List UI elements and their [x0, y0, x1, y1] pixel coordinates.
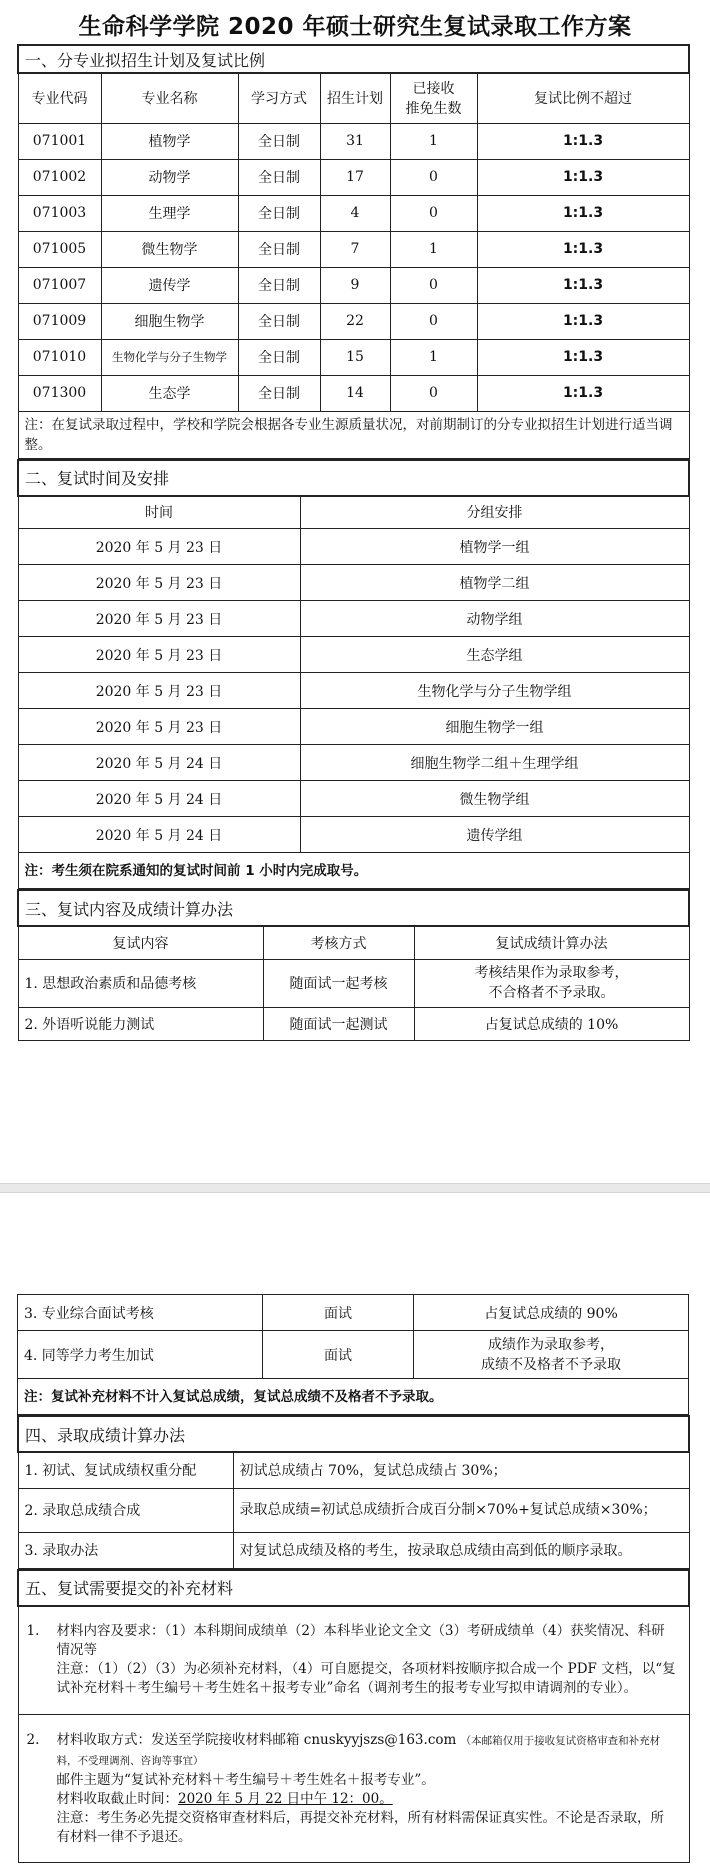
item-number: 2. [26, 1731, 40, 1748]
cell-text: 初试总成绩占 70%，复试总成绩占 30%； [233, 1452, 689, 1488]
cell-content: 3. 专业综合面试考核 [18, 1295, 263, 1331]
table-row [18, 303, 689, 339]
page-title: 生命科学学院 2020 年硕士研究生复试录取工作方案 [78, 14, 632, 40]
content-table [17, 889, 690, 1041]
cell-plan: 9 [320, 267, 390, 303]
cell-plan: 17 [320, 159, 390, 195]
col-header-method: 考核方式 [263, 926, 414, 959]
section-2-note: 注：考生须在院系通知的复试时间前 1 小时内完成取号。 [18, 853, 689, 889]
cell-major: 遗传学 [101, 267, 238, 303]
cell-label: 1. 初试、复试成绩权重分配 [18, 1452, 233, 1488]
cell-group: 植物学二组 [300, 565, 689, 601]
cell-group: 细胞生物学一组 [300, 709, 689, 745]
cell-group: 微生物学组 [300, 781, 689, 817]
cell-method: 随面试一起测试 [263, 1007, 414, 1040]
cell-mode: 全日制 [238, 303, 320, 339]
cell-plan: 22 [320, 303, 390, 339]
cell-content: 2. 外语听说能力测试 [18, 1007, 263, 1040]
item-number: 1. [26, 1623, 40, 1640]
cell-ratio: 1:1.3 [477, 123, 689, 159]
table-row [18, 817, 689, 853]
table-row [18, 673, 689, 709]
table-row [18, 637, 689, 673]
materials-requirements-note: 注意：（1）（2）（3）为必须补充材料，（4）可自愿提交，各项材料按顺序拟合成一个 PDF 文档，以“复试补充材料＋考生编号＋考生姓名＋报考专业”命名（调剂考生的报考专业写拟申请调剂的专业）。 [56, 1661, 676, 1697]
cell-method: 随面试一起考核 [263, 959, 414, 1007]
cell-ratio: 1:1.3 [477, 339, 689, 375]
section-3-note: 注：复试补充材料不计入复试总成绩，复试总成绩不及格者不予录取。 [18, 1379, 689, 1415]
cell-mode: 全日制 [238, 159, 320, 195]
col-header-group: 分组安排 [300, 496, 689, 529]
cell-group: 遗传学组 [300, 817, 689, 853]
materials-deadline: 2020 年 5 月 22 日中午 12：00。 [178, 1790, 393, 1807]
table-row [18, 709, 689, 745]
cell-time: 2020 年 5 月 23 日 [18, 673, 300, 709]
page-2 [0, 1294, 710, 1863]
table-row [18, 781, 689, 817]
table-row [18, 1488, 689, 1532]
cell-code: 071002 [18, 159, 101, 195]
cell-time: 2020 年 5 月 23 日 [18, 637, 300, 673]
cell-content: 1. 思想政治素质和品德考核 [18, 959, 263, 1007]
cell-time: 2020 年 5 月 24 日 [18, 745, 300, 781]
cell-method: 面试 [263, 1295, 414, 1331]
table-row [18, 1452, 689, 1488]
cell-mode: 全日制 [238, 195, 320, 231]
cell-exempt: 0 [390, 375, 477, 411]
cell-code: 071009 [18, 303, 101, 339]
cell-ratio: 1:1.3 [477, 375, 689, 411]
section-5-heading: 五、复试需要提交的补充材料 [18, 1570, 689, 1606]
cell-calc: 占复试总成绩的 10% [414, 1007, 689, 1040]
materials-table [17, 1569, 690, 1864]
section-3-heading: 三、复试内容及成绩计算办法 [18, 890, 689, 926]
cell-ratio: 1:1.3 [477, 159, 689, 195]
cell-plan: 4 [320, 195, 390, 231]
schedule-table [17, 459, 690, 890]
cell-code: 071001 [18, 123, 101, 159]
table-row [18, 1295, 689, 1331]
col-header-time: 时间 [18, 496, 300, 529]
cell-ratio: 1:1.3 [477, 195, 689, 231]
cell-time: 2020 年 5 月 24 日 [18, 781, 300, 817]
materials-email-note: （本邮箱仅用于接收复试资格审查和补充材料，不受理调剂、咨询等事宜） [56, 1734, 661, 1767]
table-row [18, 1007, 689, 1040]
cell-exempt: 1 [390, 339, 477, 375]
cell-calc-l1: 成绩作为录取参考， [488, 1336, 614, 1353]
materials-delivery: 材料收取方式：发送至学院接收材料邮箱 cnuskyyjszs@163.com [56, 1731, 457, 1748]
cell-text: 录取总成绩=初试总成绩折合成百分制×70%+复试总成绩×30%； [233, 1488, 689, 1532]
cell-code: 071003 [18, 195, 101, 231]
cell-group: 生态学组 [300, 637, 689, 673]
cell-label: 2. 录取总成绩合成 [18, 1488, 233, 1532]
materials-item-2 [18, 1715, 689, 1863]
enrollment-table [17, 44, 690, 459]
table-row [18, 159, 689, 195]
cell-major: 植物学 [101, 123, 238, 159]
cell-mode: 全日制 [238, 339, 320, 375]
cell-time: 2020 年 5 月 23 日 [18, 601, 300, 637]
col-header-code: 专业代码 [18, 73, 101, 123]
table-row [18, 339, 689, 375]
cell-ratio: 1:1.3 [477, 267, 689, 303]
cell-content: 4. 同等学力考生加试 [18, 1331, 263, 1379]
cell-major: 生物化学与分子生物学 [101, 339, 238, 375]
table-row [18, 195, 689, 231]
cell-time: 2020 年 5 月 23 日 [18, 529, 300, 565]
cell-major: 微生物学 [101, 231, 238, 267]
cell-time: 2020 年 5 月 23 日 [18, 565, 300, 601]
cell-major: 生理学 [101, 195, 238, 231]
section-4-heading: 四、录取成绩计算办法 [18, 1416, 689, 1452]
cell-major: 动物学 [101, 159, 238, 195]
section-1-note: 注：在复试录取过程中，学校和学院会根据各专业生源质量状况，对前期制订的分专业拟招生计划进行适当调整。 [18, 411, 689, 458]
col-header-exempt [390, 73, 477, 123]
cell-text: 对复试总成绩及格的考生，按录取总成绩由高到低的顺序录取。 [233, 1532, 689, 1568]
cell-plan: 31 [320, 123, 390, 159]
cell-exempt: 1 [390, 123, 477, 159]
cell-time: 2020 年 5 月 23 日 [18, 709, 300, 745]
cell-label: 3. 录取办法 [18, 1532, 233, 1568]
cell-exempt: 0 [390, 195, 477, 231]
cell-ratio: 1:1.3 [477, 231, 689, 267]
cell-major: 生态学 [101, 375, 238, 411]
page-1 [0, 44, 710, 1041]
col-header-calc: 复试成绩计算办法 [414, 926, 689, 959]
col-header-exempt-l1: 已接收 [412, 81, 455, 98]
table-row [18, 601, 689, 637]
section-2-heading: 二、复试时间及安排 [18, 460, 689, 496]
cell-calc [414, 959, 689, 1007]
cell-calc-l2: 成绩不及格者不予录取 [481, 1356, 621, 1373]
cell-exempt: 0 [390, 303, 477, 339]
section-1-heading: 一、分专业拟招生计划及复试比例 [18, 45, 689, 73]
cell-exempt: 1 [390, 231, 477, 267]
col-header-exempt-l2: 推免生数 [405, 101, 462, 118]
cell-calc-l2: 不合格者不予录取。 [488, 985, 615, 1001]
cell-calc-l1: 考核结果作为录取参考， [474, 965, 629, 981]
cell-time: 2020 年 5 月 24 日 [18, 817, 300, 853]
cell-major: 细胞生物学 [101, 303, 238, 339]
cell-mode: 全日制 [238, 231, 320, 267]
col-header-plan: 招生计划 [320, 73, 390, 123]
cell-plan: 7 [320, 231, 390, 267]
cell-method: 面试 [263, 1331, 414, 1379]
cell-code: 071010 [18, 339, 101, 375]
cell-calc [414, 1331, 689, 1379]
cell-code: 071007 [18, 267, 101, 303]
page-break [0, 1183, 710, 1193]
table-row [18, 1532, 689, 1568]
cell-group: 动物学组 [300, 601, 689, 637]
materials-item-1 [18, 1606, 689, 1715]
col-header-content: 复试内容 [18, 926, 263, 959]
cell-mode: 全日制 [238, 375, 320, 411]
cell-exempt: 0 [390, 267, 477, 303]
table-row [18, 1331, 689, 1379]
table-row [18, 123, 689, 159]
cell-plan: 15 [320, 339, 390, 375]
table-row [18, 375, 689, 411]
materials-email-subject: 邮件主题为“复试补充材料＋考生编号＋考生姓名＋报考专业”。 [56, 1771, 435, 1788]
cell-group: 细胞生物学二组＋生理学组 [300, 745, 689, 781]
content-table-continued [17, 1294, 689, 1415]
table-row [18, 267, 689, 303]
table-row [18, 231, 689, 267]
score-table [17, 1415, 690, 1569]
col-header-ratio: 复试比例不超过 [477, 73, 689, 123]
materials-delivery-note: 注意：考生务必先提交资格审查材料后，再提交补充材料，所有材料需保证真实性。不论是否录取，所有材料一律不予退还。 [56, 1809, 664, 1845]
cell-plan: 14 [320, 375, 390, 411]
cell-code: 071300 [18, 375, 101, 411]
materials-deadline-label: 材料收取截止时间： [56, 1790, 178, 1807]
cell-code: 071005 [18, 231, 101, 267]
cell-mode: 全日制 [238, 123, 320, 159]
cell-exempt: 0 [390, 159, 477, 195]
col-header-major: 专业名称 [101, 73, 238, 123]
table-row [18, 745, 689, 781]
col-header-mode: 学习方式 [238, 73, 320, 123]
cell-calc: 占复试总成绩的 90% [414, 1295, 689, 1331]
cell-group: 植物学一组 [300, 529, 689, 565]
table-row [18, 565, 689, 601]
cell-mode: 全日制 [238, 267, 320, 303]
table-row [18, 959, 689, 1007]
table-row [18, 529, 689, 565]
cell-group: 生物化学与分子生物学组 [300, 673, 689, 709]
cell-ratio: 1:1.3 [477, 303, 689, 339]
materials-requirements: 材料内容及要求：（1）本科期间成绩单（2）本科毕业论文全文（3）考研成绩单（4）获奖情况、科研情况等 [56, 1623, 665, 1659]
